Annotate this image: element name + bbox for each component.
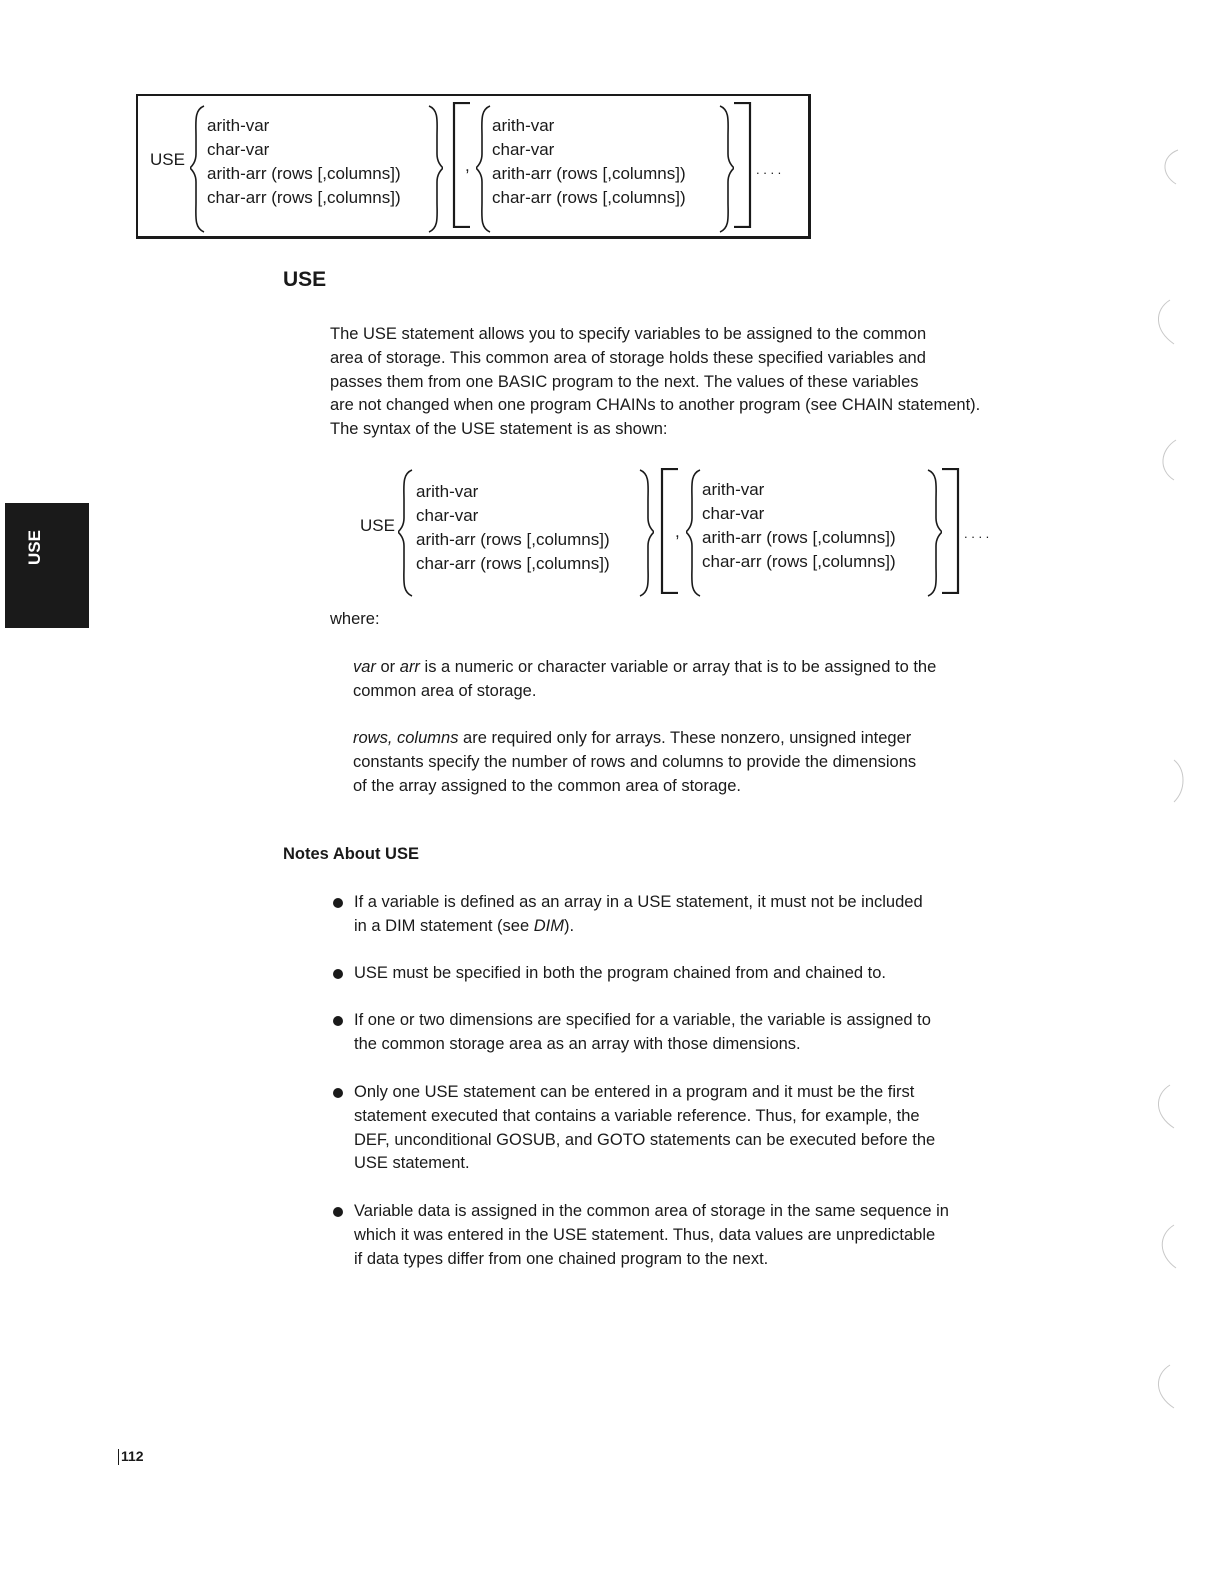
group2-item: arith-var xyxy=(492,116,555,135)
list-item xyxy=(354,1081,935,1176)
bullet-icon xyxy=(333,898,343,908)
term-or: or xyxy=(375,658,400,676)
group1-item: arith-arr (rows [,columns]) xyxy=(207,164,401,183)
definition-text: is a numeric or character variable or array that is to be assigned to the xyxy=(419,658,937,676)
intro-line: passes them from one BASIC program to the next. The values of these variables xyxy=(330,372,919,391)
note-line: If a variable is defined as an array in a USE statement, it must not be included xyxy=(354,893,923,911)
group1-item: arith-var xyxy=(416,482,479,501)
note-line: Only one USE statement can be entered in a program and it must be the first xyxy=(354,1083,915,1101)
term-var: var xyxy=(353,658,376,676)
group1-item: arith-var xyxy=(207,116,270,135)
note-line: the common storage area as an array with those dimensions. xyxy=(354,1034,801,1053)
note-line: statement executed that contains a variable reference. Thus, for example, the xyxy=(354,1106,920,1125)
page-number: 112 xyxy=(121,1448,144,1464)
group2-item: arith-arr (rows [,columns]) xyxy=(492,164,686,183)
note-line: If one or two dimensions are specified for a variable, the variable is assigned to xyxy=(354,1011,931,1029)
note-line: in a DIM statement (see xyxy=(354,916,534,935)
note-line: DEF, unconditional GOSUB, and GOTO statements can be executed before the xyxy=(354,1130,936,1149)
group1-item: arith-arr (rows [,columns]) xyxy=(416,530,610,549)
list-item xyxy=(354,1200,949,1271)
term-rows-columns: rows, columns xyxy=(353,729,459,747)
right-brace-icon xyxy=(638,468,654,598)
separator-comma: , xyxy=(465,156,470,175)
notes-heading: Notes About USE xyxy=(283,845,419,863)
note-line: USE must be specified in both the program chained from and chained to. xyxy=(354,964,886,982)
list-item xyxy=(354,891,923,939)
intro-line: The syntax of the USE statement is as shown: xyxy=(330,420,668,439)
group1-item: char-var xyxy=(207,140,270,159)
bullet-icon xyxy=(333,969,343,979)
definition-text: of the array assigned to the common area of storage. xyxy=(353,776,741,795)
side-tab-label: USE xyxy=(25,530,44,565)
ellipsis: . . . . xyxy=(964,526,990,541)
definition-var-arr xyxy=(353,656,936,704)
definition-text: are required only for arrays. These nonzero, unsigned integer xyxy=(458,729,912,747)
right-bracket-icon xyxy=(942,468,960,594)
term-arr: arr xyxy=(399,658,420,676)
intro-line: The USE statement allows you to specify variables to be assigned to the common xyxy=(330,325,927,343)
binder-hole-marks xyxy=(1140,140,1190,1430)
definition-text: constants specify the number of rows and columns to provide the dimensions xyxy=(353,752,917,771)
syntax-keyword: USE xyxy=(360,516,395,535)
note-line: USE statement. xyxy=(354,1154,470,1173)
separator-comma: , xyxy=(675,522,680,541)
group2-item: char-arr (rows [,columns]) xyxy=(492,188,686,207)
side-tab xyxy=(5,503,89,628)
group2-item: char-arr (rows [,columns]) xyxy=(702,552,896,571)
left-brace-icon xyxy=(686,468,702,598)
bullet-icon xyxy=(333,1016,343,1026)
right-bracket-icon xyxy=(734,102,752,228)
list-item xyxy=(354,1009,931,1057)
intro-line: are not changed when one program CHAINs to another program (see CHAIN statement). xyxy=(330,396,981,415)
group2-item: char-var xyxy=(702,504,765,523)
page-title: USE xyxy=(283,268,327,291)
ellipsis: . . . . xyxy=(756,162,782,177)
note-line: if data types differ from one chained program to the next. xyxy=(354,1249,769,1268)
group2-item: char-var xyxy=(492,140,555,159)
intro-paragraph xyxy=(330,323,980,442)
note-line: ). xyxy=(564,916,575,935)
where-label: where: xyxy=(330,610,380,628)
bullet-icon xyxy=(333,1207,343,1217)
right-brace-icon xyxy=(718,104,734,234)
group1-item: char-var xyxy=(416,506,479,525)
left-brace-icon xyxy=(398,468,414,598)
list-item xyxy=(354,962,886,986)
group1-item: char-arr (rows [,columns]) xyxy=(416,554,610,573)
note-line: Variable data is assigned in the common area of storage in the same sequence in xyxy=(354,1202,949,1220)
bullet-icon xyxy=(333,1088,343,1098)
group2-item: arith-arr (rows [,columns]) xyxy=(702,528,896,547)
page-number-rule xyxy=(118,1449,119,1465)
note-ref-dim: DIM xyxy=(533,916,564,935)
note-line: which it was entered in the USE statement. Thus, data values are unpredictable xyxy=(354,1225,936,1244)
group2-item: arith-var xyxy=(702,480,765,499)
definition-rows-columns xyxy=(353,727,916,798)
right-brace-icon xyxy=(427,104,443,234)
left-brace-icon xyxy=(476,104,492,234)
left-brace-icon xyxy=(190,104,206,234)
right-brace-icon xyxy=(926,468,942,598)
definition-text: common area of storage. xyxy=(353,681,537,700)
intro-line: area of storage. This common area of storage holds these specified variables and xyxy=(330,348,926,367)
syntax-keyword: USE xyxy=(150,150,185,169)
group1-item: char-arr (rows [,columns]) xyxy=(207,188,401,207)
